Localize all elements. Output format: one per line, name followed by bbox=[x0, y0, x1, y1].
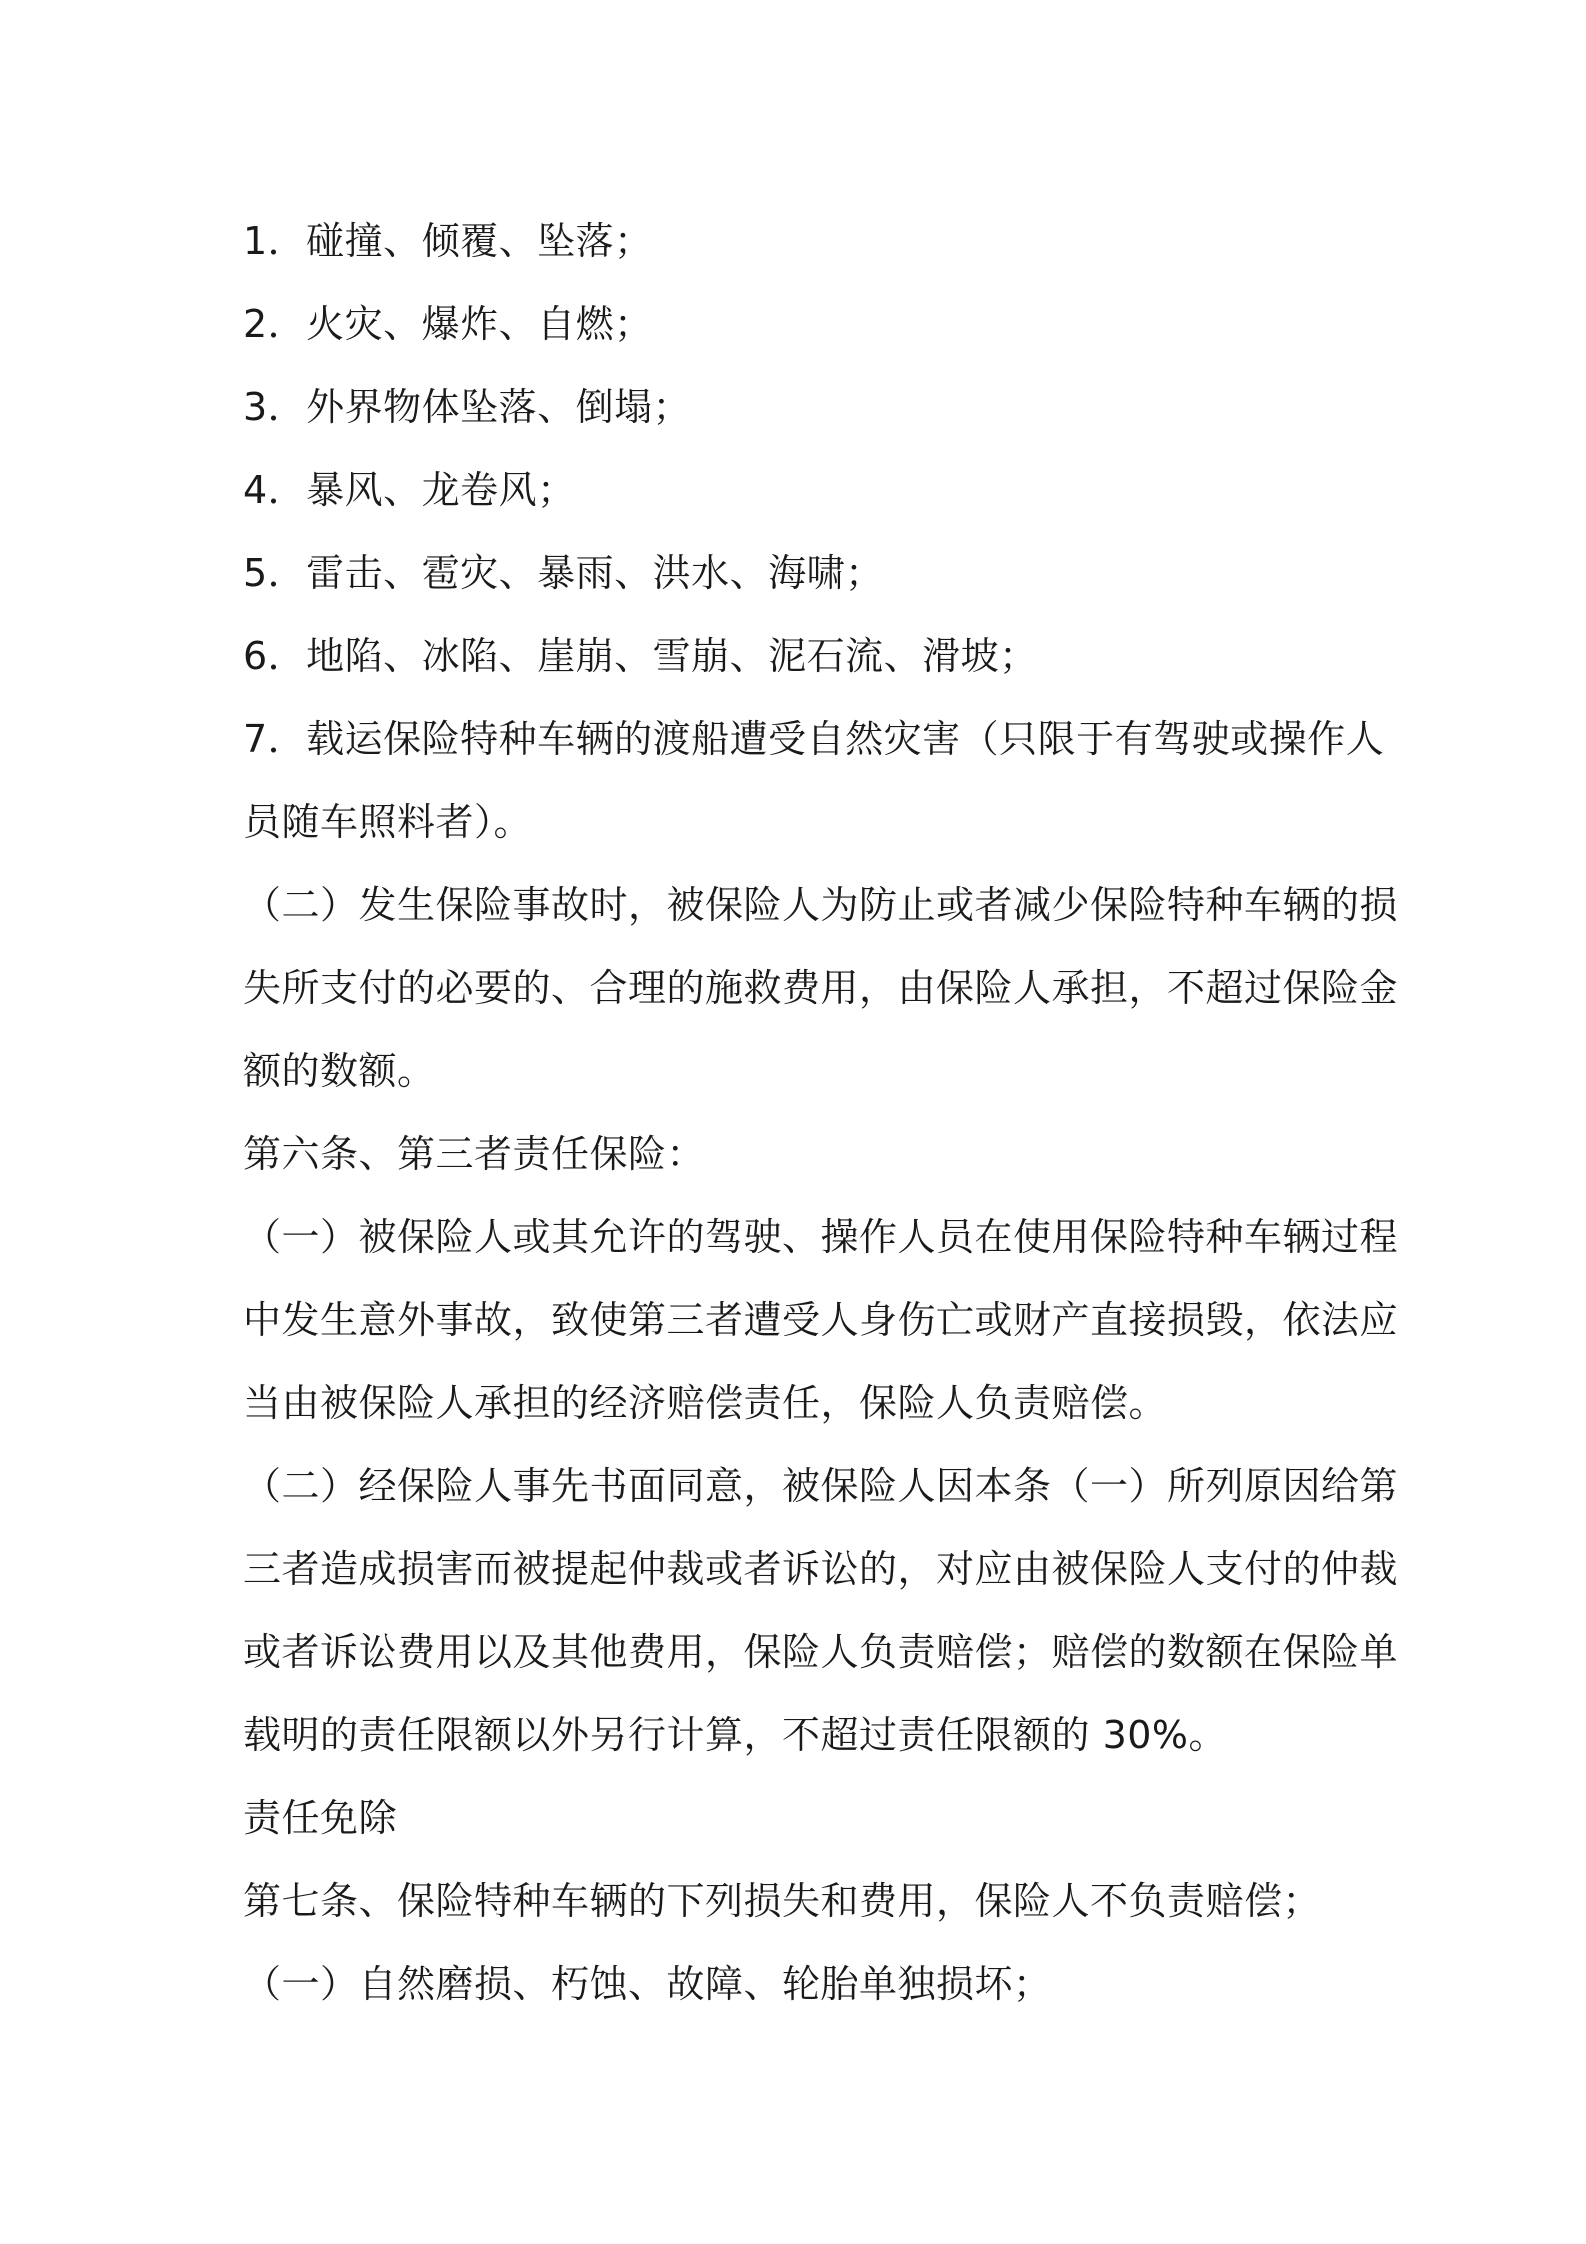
paragraph-line: 失所支付的必要的、合理的施救费用，由保险人承担，不超过保险金 bbox=[243, 966, 1399, 1010]
list-item-6: 6．地陷、冰陷、崖崩、雪崩、泥石流、滑坡； bbox=[243, 634, 1038, 678]
list-item-3: 3．外界物体坠落、倒塌； bbox=[243, 385, 692, 429]
list-item-2: 2．火灾、爆炸、自燃； bbox=[243, 302, 653, 346]
paragraph-line: 三者造成损害而被提起仲裁或者诉讼的，对应由被保险人支付的仲裁 bbox=[243, 1547, 1399, 1591]
paragraph-line: （一）被保险人或其允许的驾驶、操作人员在使用保险特种车辆过程 bbox=[243, 1215, 1399, 1259]
paragraph-line: （二）经保险人事先书面同意，被保险人因本条（一）所列原因给第 bbox=[243, 1464, 1399, 1508]
section-heading-exclusions: 责任免除 bbox=[243, 1796, 398, 1840]
list-item-4: 4．暴风、龙卷风； bbox=[243, 468, 576, 512]
section-heading-article-6: 第六条、第三者责任保险： bbox=[243, 1132, 706, 1176]
paragraph-line: 或者诉讼费用以及其他费用，保险人负责赔偿；赔偿的数额在保险单 bbox=[243, 1630, 1399, 1674]
list-item-5: 5．雷击、雹灾、暴雨、洪水、海啸； bbox=[243, 551, 884, 595]
list-item-7: 7．载运保险特种车辆的渡船遭受自然灾害（只限于有驾驶或操作人 bbox=[243, 717, 1385, 761]
list-item-1: 1．碰撞、倾覆、坠落； bbox=[243, 219, 653, 263]
paragraph-line: （一）自然磨损、朽蚀、故障、轮胎单独损坏； bbox=[243, 1962, 1052, 2006]
paragraph-line: （二）发生保险事故时，被保险人为防止或者减少保险特种车辆的损 bbox=[243, 883, 1399, 927]
document-body bbox=[243, 200, 1399, 2026]
section-heading-article-7: 第七条、保险特种车辆的下列损失和费用，保险人不负责赔偿； bbox=[243, 1879, 1322, 1923]
paragraph-line: 当由被保险人承担的经济赔偿责任，保险人负责赔偿。 bbox=[243, 1381, 1168, 1425]
list-item-7-continued: 员随车照料者）。 bbox=[243, 800, 533, 844]
paragraph-line: 额的数额。 bbox=[243, 1049, 436, 1093]
paragraph-line: 中发生意外事故，致使第三者遭受人身伤亡或财产直接损毁，依法应 bbox=[243, 1298, 1399, 1342]
paragraph-line: 载明的责任限额以外另行计算，不超过责任限额的 30%。 bbox=[243, 1713, 1228, 1757]
